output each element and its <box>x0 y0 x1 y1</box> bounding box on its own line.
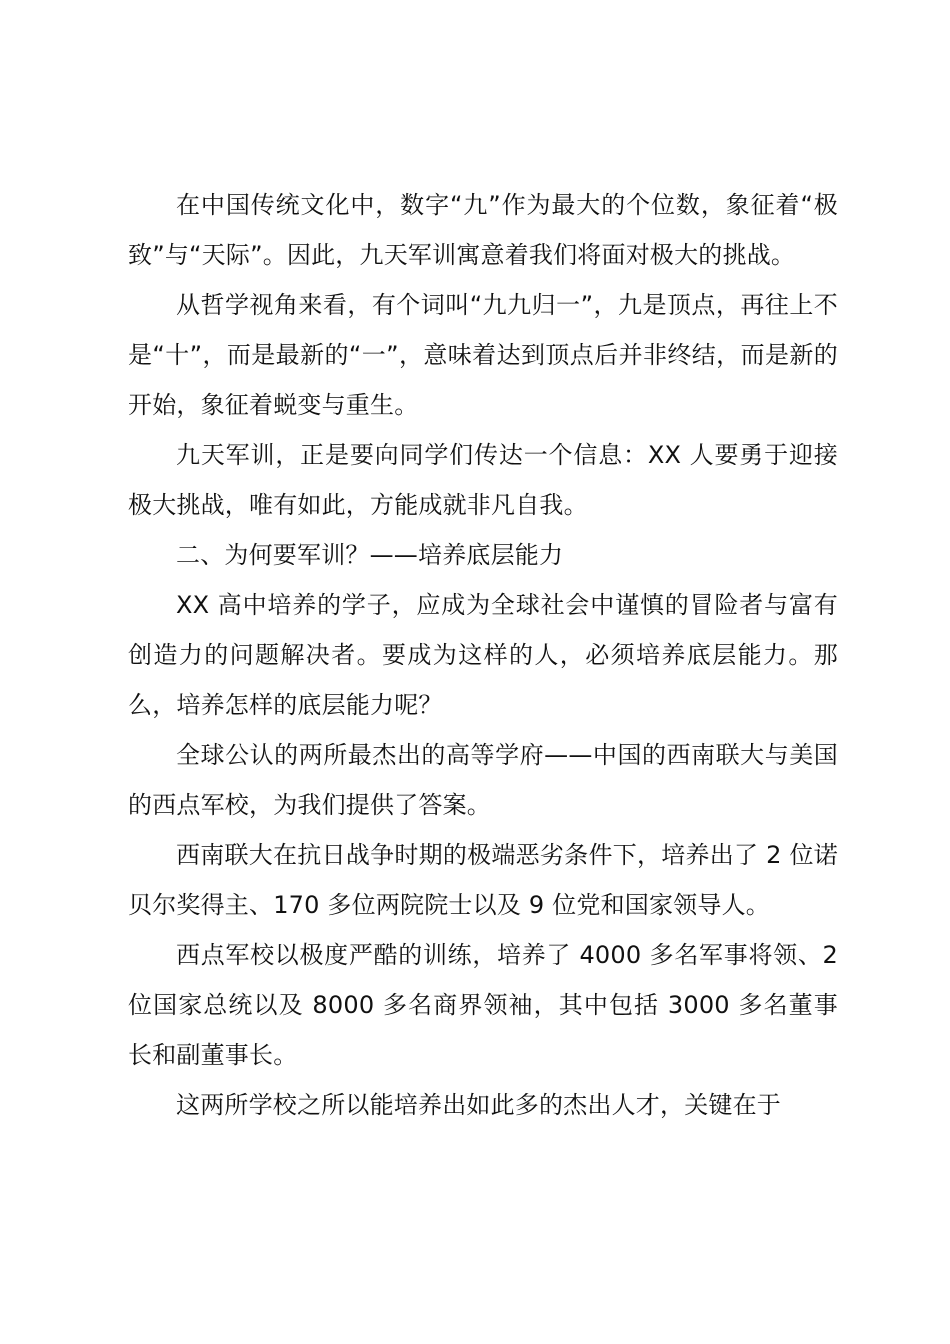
paragraph-philosophy-view: 从哲学视角来看，有个词叫“九九归一”，九是顶点，再往上不是“十”，而是最新的“一”，意味着达到顶点后并非终结，而是新的开始，象征着蜕变与重生。 <box>128 291 838 419</box>
paragraph-two-institutions: 全球公认的两所最杰出的高等学府——中国的西南联大与美国的西点军校，为我们提供了答案。 <box>128 741 838 819</box>
paragraph-key-reason: 这两所学校之所以能培养出如此多的杰出人才，关键在于 <box>176 1091 781 1119</box>
paragraph-number-nine-symbolism: 在中国传统文化中，数字“九”作为最大的个位数，象征着“极致”与“天际”。因此，九天军训寓意着我们将面对极大的挑战。 <box>128 191 838 269</box>
paragraph-training-message: 九天军训，正是要向同学们传达一个信息：XX 人要勇于迎接极大挑战，唯有如此，方能成就非凡自我。 <box>128 441 838 519</box>
document-body <box>128 180 838 1130</box>
paragraph-west-point: 西点军校以极度严酷的训练，培养了 4000 多名军事将领、2 位国家总统以及 8000 多名商界领袖，其中包括 3000 多名董事长和副董事长。 <box>128 941 838 1069</box>
section-heading-why-training: 二、为何要军训？——培养底层能力 <box>176 541 564 569</box>
paragraph-school-goal: XX 高中培养的学子，应成为全球社会中谨慎的冒险者与富有创造力的问题解决者。要成为这样的人，必须培养底层能力。那么，培养怎样的底层能力呢？ <box>128 591 838 719</box>
paragraph-southwest-associated-university: 西南联大在抗日战争时期的极端恶劣条件下，培养出了 2 位诺贝尔奖得主、170 多位两院院士以及 9 位党和国家领导人。 <box>128 841 838 919</box>
